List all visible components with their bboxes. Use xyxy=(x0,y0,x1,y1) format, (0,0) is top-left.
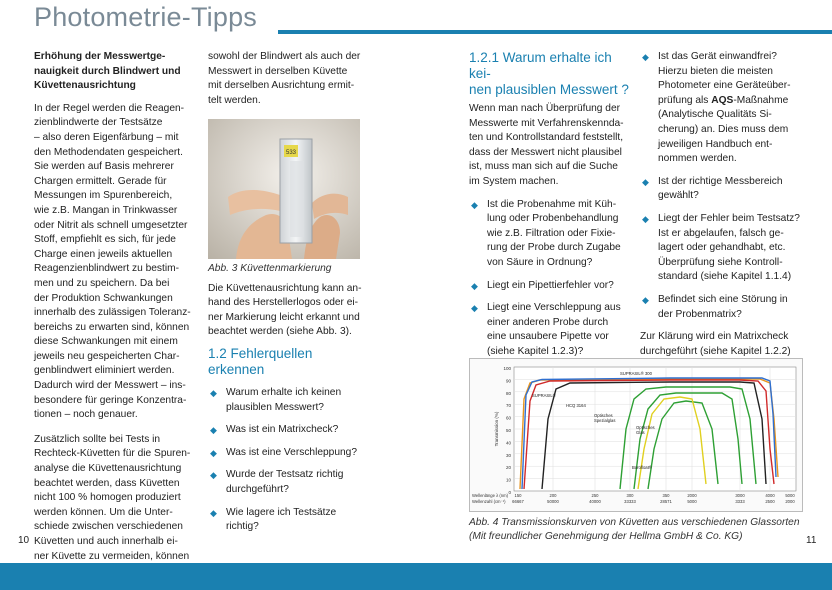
bullet-icon: ◆ xyxy=(642,294,649,305)
list-item: ◆ Was ist ein Matrixcheck? xyxy=(208,423,368,438)
bullet-icon: ◆ xyxy=(642,176,649,187)
list-item: ◆ Ist das Gerät einwandfrei? Hierzu bieten die meisten Photometer eine Geräteüber- prüfung als AQS-Maßnahme (Analytische Qualitäts Si- cherung) an. Dies muss dem jeweiligen Handbuch ent- nommen werden. xyxy=(642,51,791,165)
list-item: ◆ Warum erhalte ich keinen plausiblen Messwert? xyxy=(210,386,342,413)
xtick: 150 xyxy=(514,493,522,498)
xtick: 3000 xyxy=(735,493,745,498)
xtick: 4000 xyxy=(765,493,775,498)
label-suprasil-300: SUPRASIL® 300 xyxy=(620,371,652,376)
xtick: 50000 xyxy=(547,499,559,504)
list-item: ◆ Liegt eine Verschleppung aus einer anderen Probe durch eine unsaubere Pipette vor (siehe Kapitel 1.2.3)? xyxy=(471,302,621,357)
y-axis-label: Transmission (%) xyxy=(494,411,499,447)
column-1 xyxy=(34,50,192,572)
ytick: 40 xyxy=(505,440,511,446)
list-item: ◆ Liegt der Fehler beim Testsatz? Ist er abgelaufen, falsch ge- lagert oder gehandhabt, etc. Überprüfung siehe Kontroll- standard (siehe Kapitel 1.1.4) xyxy=(642,212,800,283)
col1-heading: Erhöhung der Messwertge- nauigkeit durch Blindwert und Küvettenausrichtung xyxy=(34,51,181,92)
xtick: 3333 xyxy=(735,499,745,504)
page-number-left: 10 xyxy=(18,535,30,546)
ytick: 80 xyxy=(505,390,511,396)
page-title: Photometrie-Tipps xyxy=(34,2,257,32)
list-item: ◆ Was ist eine Verschleppung? xyxy=(208,446,368,461)
label-hcq: HCQ 3164 xyxy=(566,403,586,408)
ytick: 0 xyxy=(508,490,511,495)
transmission-chart-svg xyxy=(470,359,802,511)
xtick: 250 xyxy=(591,493,599,498)
bullet-icon: ◆ xyxy=(210,470,217,481)
footer-bar xyxy=(0,563,832,590)
xtick: 5000 xyxy=(785,493,795,498)
xtick: 5000 xyxy=(687,499,697,504)
xtick: 66667 xyxy=(512,499,524,504)
transmission-chart xyxy=(469,358,803,512)
label-suprasil: SUPRASIL® xyxy=(532,393,556,398)
header-rule xyxy=(278,30,832,34)
xtick: 2000 xyxy=(687,493,697,498)
xtick: 200 xyxy=(549,493,557,498)
bullet-icon: ◆ xyxy=(210,507,217,518)
photo-caption: Abb. 3 Küvettenmarkierung xyxy=(208,263,332,274)
column-2-bottom xyxy=(208,262,368,543)
ytick: 20 xyxy=(505,465,511,471)
list-item: ◆ Ist die Probenahme mit Küh- lung oder Probenbehandlung wie z.B. Filtration oder Fixie- rung der Probe durch Zugabe von Säure in Ordnung? xyxy=(471,198,621,268)
page-number-right: 11 xyxy=(806,535,817,546)
ytick: 10 xyxy=(505,477,511,483)
bullet-icon: ◆ xyxy=(642,213,649,224)
col4-bullet-list xyxy=(640,50,810,322)
xtick: 2500 xyxy=(765,499,775,504)
label-borofloat: Borofloat® xyxy=(632,465,652,470)
bullet-icon: ◆ xyxy=(471,303,478,314)
section-heading-1-2-1: 1.2.1 Warum erhalte ich kei- nen plausiblen Messwert ? xyxy=(469,50,629,97)
bullet-icon: ◆ xyxy=(471,199,478,210)
list-item: ◆ Wurde der Testsatz richtig durchgeführt? xyxy=(210,469,344,495)
ytick: 100 xyxy=(503,366,511,371)
ytick: 90 xyxy=(505,378,511,384)
col2-paragraph-1: sowohl der Blindwert als auch der Messwert in derselben Küvette mit derselben Ausrichtung ermit- telt werden. xyxy=(208,51,361,106)
x-axis-label-wavelength: Wellenlänge λ (nm) xyxy=(472,493,508,498)
column-4 xyxy=(640,50,810,367)
section-heading-1-2: 1.2 Fehlerquellen erkennen xyxy=(208,345,313,377)
bullet-icon: ◆ xyxy=(210,387,217,398)
list-item: ◆ Befindet sich eine Störung in der Probenmatrix? xyxy=(642,293,788,320)
xtick: 33333 xyxy=(624,499,636,504)
list-item: ◆ Wie lagere ich Testsätze richtig? xyxy=(210,506,337,533)
xtick: 28571 xyxy=(660,499,672,504)
xtick: 2000 xyxy=(785,499,795,504)
label-optisches-glas: Optisches Glas xyxy=(636,425,655,435)
xtick: 350 xyxy=(662,493,670,498)
col2-bullet-list xyxy=(208,386,368,535)
cuvette-label: 533 xyxy=(285,150,297,156)
col1-paragraph-1: In der Regel werden die Reagen- zienblindwerte der Testsätze – also deren Eigenfärbung – mit den Methodendaten gespeichert. Sie werden auf Basis mehrerer Chargen ermittelt. Gerade für Messungen im Spurenbereich, wie z.B. Mangan in Trinkwasser oder Nitrit als schnell umgesetzter Stoff, empfiehlt es sich, für jede Charge einen jeweils aktuellen Reagenzienblindwert zu bestim- men und zu speichern. Da bei der Produktion Schwankungen innerhalb des zulässigen Toleranz- bereichs zu erwarten sind, können diese Schwankungen mit einem jeweils neu gespeicherten Char- genblindwert eliminiert werden. Dadurch wird der Messwert – ins- besondere für geringe Konzentra- tionen – noch genauer. xyxy=(34,102,191,421)
col2-paragraph-2: Die Küvettenausrichtung kann an- hand des Herstellerlogos oder ei- ner Markierung leicht erkannt und beachtet werden (siehe Abb. 3). xyxy=(208,282,362,338)
ytick: 70 xyxy=(505,403,511,409)
figure-caption: Abb. 4 Transmissionskurven von Küvetten aus verschiedenen Glassorten (Mit freundlicher Genehmigung der Hellma GmbH & Co. KG) xyxy=(469,517,800,542)
cuvette-photo xyxy=(208,119,360,259)
list-item: ◆ Ist der richtige Messbereich gewählt? xyxy=(642,175,783,202)
ytick: 60 xyxy=(505,415,511,421)
xtick: 300 xyxy=(626,493,634,498)
label-spezialglas: Optisches Spezialglas xyxy=(594,413,616,423)
ytick: 50 xyxy=(505,428,511,433)
col4-paragraph-1: Zur Klärung wird ein Matrixcheck durchgeführt (siehe Kapitel 1.2.2) xyxy=(640,331,791,357)
bullet-icon: ◆ xyxy=(210,447,217,458)
x-axis-label-wavenumber: Wellenzahl (cm⁻¹) xyxy=(472,499,506,504)
xtick: 40000 xyxy=(589,499,601,504)
ytick: 30 xyxy=(505,452,511,458)
col3-paragraph-1: Wenn man nach Überprüfung der Messwerte mit Verfahrenskennda- ten und Kontrollstandard feststellt, dass der Messwert nicht plausibel ist, muss man sich auf die Suche im System machen. xyxy=(469,103,624,187)
col3-bullet-list xyxy=(469,198,629,360)
bullet-icon: ◆ xyxy=(642,52,649,62)
column-3 xyxy=(469,50,629,368)
col1-paragraph-2: Zusätzlich sollte bei Tests in Rechteck-Küvetten für die Spuren- analyse die Küvettenausrichtung beachtet werden, dass Küvetten nicht 100 % homogen produziert werden können. Um die Unter- schiede zwischen verschiedenen Küvetten und auch innerhalb ei- ner Küvette zu vermeiden, können xyxy=(34,433,191,562)
column-2-top xyxy=(208,50,368,116)
list-item: ◆ Liegt ein Pipettierfehler vor? xyxy=(469,279,629,294)
bullet-icon: ◆ xyxy=(210,425,217,436)
bullet-icon: ◆ xyxy=(471,280,478,291)
